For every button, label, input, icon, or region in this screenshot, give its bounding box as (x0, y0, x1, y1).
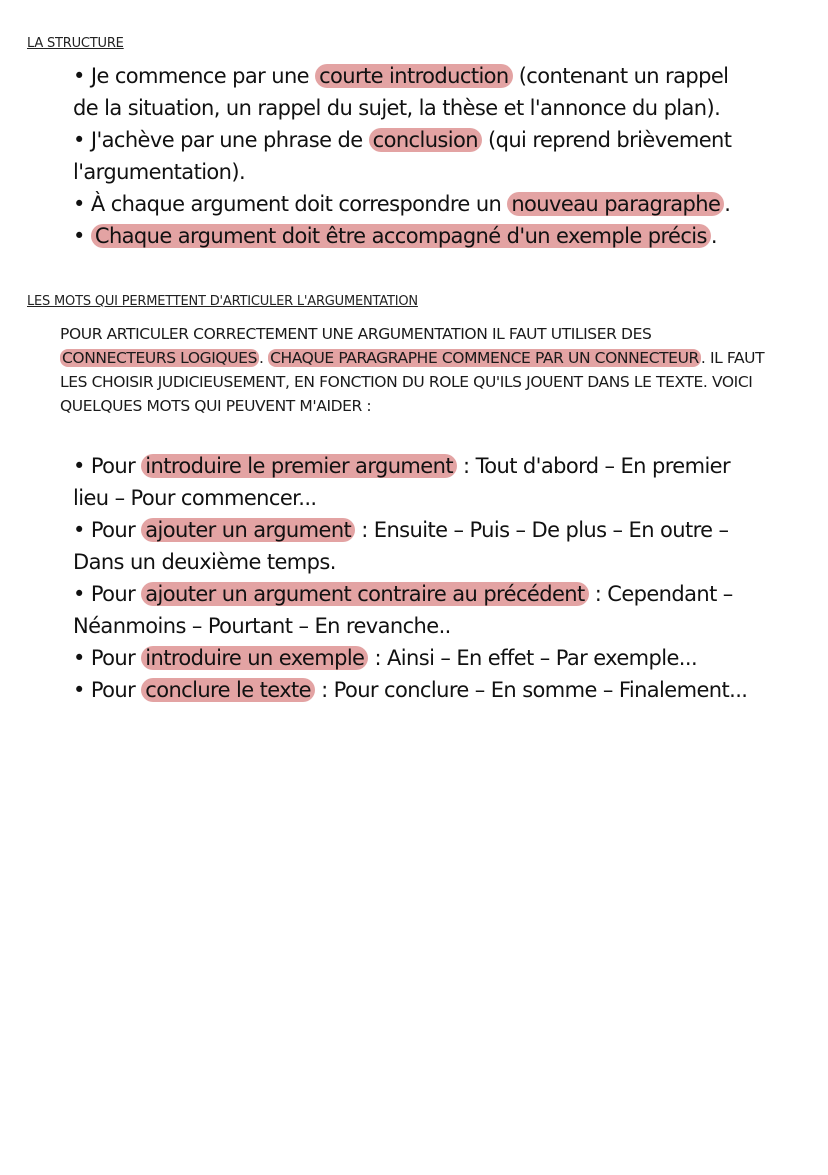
list-item-continuation: Néanmoins – Pourtant – En revanche.. (73, 614, 451, 638)
item-text: (qui reprend brièvement (481, 128, 732, 152)
highlight: courte introduction (315, 64, 513, 88)
connectors-list (73, 450, 813, 706)
list-item (73, 188, 813, 220)
highlight: introduire le premier argument (141, 454, 457, 478)
item-text: : Tout d'abord – En premier (456, 454, 731, 478)
item-text: • Je commence par une (73, 64, 316, 88)
section-heading-articulation: LES MOTS QUI PERMETTENT D'ARTICULER L'ARGUMENTATION (27, 294, 418, 309)
item-text: . (710, 224, 717, 248)
highlight: CONNECTEURS LOGIQUES (62, 349, 258, 367)
list-item (73, 674, 813, 706)
item-text: • À chaque argument doit correspondre un (73, 192, 508, 216)
item-text: • (73, 224, 91, 248)
item-text: . (724, 192, 731, 216)
list-item-continuation: lieu – Pour commencer... (73, 486, 317, 510)
list-item (73, 124, 813, 156)
highlight: CHAQUE PARAGRAPHE COMMENCE PAR UN CONNECTEUR (270, 349, 699, 367)
intro-text: . (259, 349, 269, 367)
list-item (73, 220, 813, 252)
highlight: ajouter un argument contraire au précédent (141, 582, 588, 606)
highlight: conclure le texte (141, 678, 315, 702)
item-text: • Pour (73, 454, 142, 478)
list-item-continuation: de la situation, un rappel du sujet, la thèse et l'annonce du plan). (73, 96, 721, 120)
section-heading-structure: LA STRUCTURE (27, 36, 124, 51)
item-text: • Pour (73, 518, 142, 542)
intro-text: . IL FAUT (700, 349, 765, 367)
list-item (73, 514, 813, 546)
highlight: introduire un exemple (141, 646, 368, 670)
intro-line: LES CHOISIR JUDICIEUSEMENT, EN FONCTION DU ROLE QU'ILS JOUENT DANS LE TEXTE. VOICI (60, 373, 753, 391)
item-text: : Ensuite – Puis – De plus – En outre – (355, 518, 729, 542)
intro-line: QUELQUES MOTS QUI PEUVENT M'AIDER : (60, 397, 372, 415)
list-item-continuation: l'argumentation). (73, 160, 246, 184)
item-text: : Ainsi – En effet – Par exemple... (368, 646, 698, 670)
item-text: • Pour (73, 678, 142, 702)
intro-line: POUR ARTICULER CORRECTEMENT UNE ARGUMENTATION IL FAUT UTILISER DES (60, 325, 652, 343)
intro-paragraph (60, 322, 820, 418)
list-item (73, 578, 813, 610)
list-item (73, 642, 813, 674)
item-text: • Pour (73, 582, 142, 606)
structure-list (73, 60, 813, 252)
intro-line (60, 346, 820, 370)
item-text: : Pour conclure – En somme – Finalement... (315, 678, 748, 702)
list-item-continuation: Dans un deuxième temps. (73, 550, 336, 574)
item-text: • J'achève par une phrase de (73, 128, 369, 152)
item-text: • Pour (73, 646, 142, 670)
highlight: Chaque argument doit être accompagné d'un exemple précis (91, 224, 711, 248)
list-item (73, 450, 813, 482)
item-text: : Cependant – (588, 582, 733, 606)
list-item (73, 60, 813, 92)
highlight: nouveau paragraphe (507, 192, 724, 216)
highlight: ajouter un argument (141, 518, 355, 542)
item-text: (contenant un rappel (512, 64, 729, 88)
highlight: conclusion (369, 128, 482, 152)
